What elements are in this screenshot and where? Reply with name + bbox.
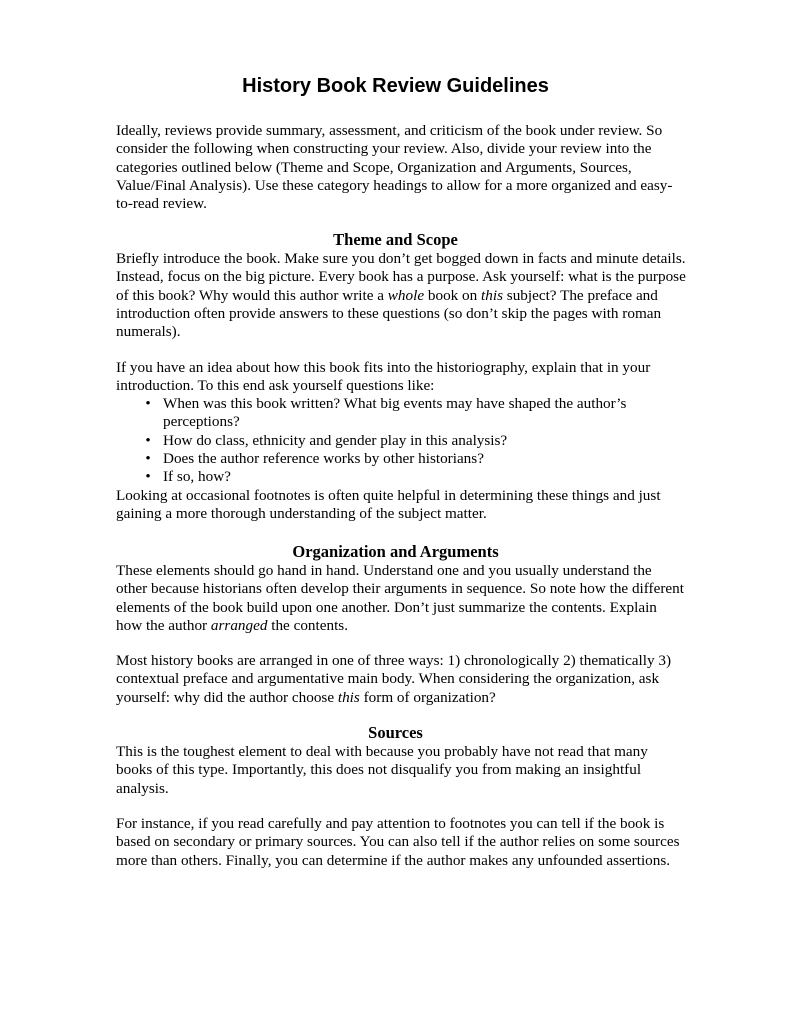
- sources-heading: Sources: [368, 723, 423, 742]
- sources-paragraph-1: This is the toughest element to deal with because you probably have not read that many books of this type. Importantly, this does not disqualify you from making an insightful analysis.: [116, 743, 648, 797]
- sources-paragraph-2: For instance, if you read carefully and pay attention to footnotes you can tell if the book is based on secondary or primary sources. You can also tell if the author relies on some sources more than others. Finally, you can determine if the author makes any unfounded assertions.: [116, 815, 680, 869]
- theme-paragraph-2: If you have an idea about how this book fits into the historiography, explain that in your introduction. To this end ask yourself questions like:: [116, 359, 651, 395]
- intro-paragraph: Ideally, reviews provide summary, assessment, and criticism of the book under review. So consider the following when constructing your review. Also, divide your review into the categories outlined below (Theme and Scope, Organization and Arguments, Sources, Value/Final Analysis). Use these category headings to allow for a more organized and easy-to-read review.: [116, 122, 673, 213]
- bullet-icon: •: [145, 431, 151, 449]
- organization-p2-text-a: Most history books are arranged in one of three ways: 1) chronologically 2) thematically 3) contextual preface and argumentative main body. When considering the organization, ask yourself: why did the author choose: [116, 652, 672, 706]
- organization-p1-text-b: the contents.: [267, 616, 348, 634]
- organization-paragraph-2: [116, 652, 686, 707]
- theme-p1-emphasis-whole: whole: [387, 286, 425, 304]
- list-item: [116, 395, 686, 432]
- organization-p2-emphasis: this: [337, 688, 360, 706]
- list-item-text: If so, how?: [163, 468, 231, 486]
- bullet-icon: •: [145, 395, 151, 412]
- list-item-text: How do class, ethnicity and gender play in this analysis?: [163, 431, 508, 449]
- theme-paragraph-3: Looking at occasional footnotes is often quite helpful in determining these things and just gaining a more thorough understanding of the subject matter.: [116, 487, 661, 523]
- document-title: History Book Review Guidelines: [242, 75, 549, 97]
- theme-p1-text-a: Briefly introduce the book. Make sure you don’t get bogged down in facts and minute details. Instead, focus on the big picture. Every book has a purpose. Ask yourself: what is the purpose of this book? Why would this author write a: [116, 250, 686, 304]
- organization-p2-text-b: form of organization?: [359, 688, 496, 706]
- organization-p1-emphasis: arranged: [210, 616, 268, 634]
- bullet-icon: •: [145, 468, 151, 486]
- list-item: [116, 468, 686, 486]
- list-item: [116, 450, 686, 468]
- theme-paragraph-1: [116, 250, 686, 341]
- organization-paragraph-1: [116, 562, 686, 635]
- organization-p1-text-a: These elements should go hand in hand. Understand one and you usually understand the other because historians often develop their arguments in sequence. So note how the different elements of the book build upon one another. Don’t just summarize the contents. Explain how the author: [116, 562, 684, 634]
- bullet-icon: •: [145, 449, 151, 467]
- list-item-text: Does the author reference works by other historians?: [163, 449, 484, 467]
- theme-question-list: [116, 395, 686, 486]
- theme-p1-text-c: subject? The preface and introduction often provide answers to these questions (so don’t skip the pages with roman numerals).: [116, 286, 662, 341]
- theme-p1-text-b: book on: [424, 286, 482, 304]
- organization-heading: Organization and Arguments: [292, 542, 499, 561]
- theme-p1-emphasis-this: this: [481, 286, 503, 304]
- list-item: [116, 432, 686, 450]
- theme-heading: Theme and Scope: [333, 230, 458, 249]
- list-item-text: When was this book written? What big events may have shaped the author’s perceptions?: [163, 395, 627, 431]
